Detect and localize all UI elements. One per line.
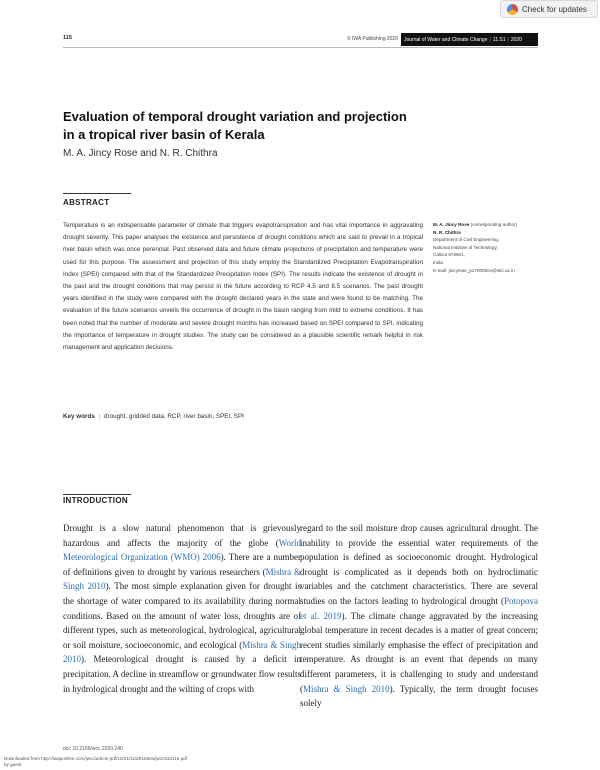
title-line-2: in a tropical river basin of Kerala <box>63 127 265 142</box>
citation-link[interactable]: World Meteorological Organization (WMO) 2006 <box>63 537 301 563</box>
citation-link[interactable]: Mishra & Singh 2010 <box>63 566 301 592</box>
publisher-line: © IWA Publishing 2020 <box>346 36 398 42</box>
crossmark-icon <box>507 4 518 15</box>
citation-link[interactable]: Mishra & Singh 2010 <box>303 683 390 694</box>
article-title <box>63 108 463 144</box>
introduction-left-column: Drought is a slow natural phenomenon that is grievously hazardous and affects the majority of the globe (World Meteorological Organization (WMO) 2006). There are a number of definitions given to drought by various researchers (Mishra & Singh 2010). The most simple explanation given for drought is the shortage of water compared to its availability during normal conditions. Based on the amount of water loss, droughts are of different types, such as meteorological, hydrological, agricultural or soil moisture, socioeconomic, and ecological (Mishra & Singh 2010). Meteorological drought is caused by a deficit in precipitation. A decline in streamflow or groundwater flow results in hydrological drought and the wilting of crops with <box>63 523 302 694</box>
abstract-text: Temperature is an indispensable parameter of climate that triggers evapotranspiration and has vital importance in aggravating drought severity. This paper analyses the existence and persistence of drought conditions which are said to prevail in a tropical river basin which was once perennial. Past observed data and future climate projections of precipitation and temperature were used for this purpose. The assessment and projection of this study employ the Standardized Precipitation Evapotranspiration Index (SPEI) compared with that of the Standardized Precipitation Index (SPI). The results indicate the existence of drought in the past and the drought conditions that may persist in the future according to RCP 4.5 and 8.5 scenarios. The past drought years identified in the study were compared with the drought declared years in the state and were found to be matching. The evaluation of the future scenarios unveils the occurrence of drought in the basin ranging from mild to extreme conditions. It has been noted that the number of moderate and severe drought months has increased based on SPEI compared to SPI, indicating the importance of temperature in drought studies. The study can be considered as a plausible scientific remark helpful in risk management and application decisions. <box>63 222 423 352</box>
introduction-divider <box>63 494 131 495</box>
keywords: Key words | drought, gridded data, RCP, river basin, SPEI, SPI <box>63 413 244 420</box>
author-affiliation: M. A. Jincy Rose (corresponding author) N. R. Chithra Department of Civil Engineering, National Institute of Technology, Calicut 673601, India E-mail: jincyrose_p170006ce@nitc.ac.in <box>433 221 553 274</box>
journal-volume: 11.S1 <box>492 36 506 43</box>
page-number: 115 <box>63 35 72 41</box>
running-header <box>63 33 538 47</box>
introduction-right-column: regard to the soil moisture drop causes agricultural drought. The inability to provide the essential water requirements of the population is defined as socioeconomic drought. Hydrological drought is complicated as it depends both on hydroclimatic variables and the catchment characteristics. There are several studies on the factors leading to hydrological drought (Potopova et al. 2019). The climate change aggravated by the increasing global temperature in recent decades is a matter of great concern; recent studies similarly emphasise the effect of precipitation and temperature. As drought is an event that depends on many different parameters, it is challenging to study and understand (Mishra & Singh 2010). Typically, the term drought focuses solely <box>300 523 538 709</box>
author-email[interactable]: E-mail: jincyrose_p170006ce@nitc.ac.in <box>433 267 515 273</box>
keywords-list: drought, gridded data, RCP, river basin, SPEI, SPI <box>104 413 244 420</box>
citation-link[interactable]: Potopova et al. 2019 <box>300 595 538 621</box>
journal-year: 2020 <box>510 36 522 43</box>
keywords-label: Key words <box>63 413 95 420</box>
check-for-updates-label: Check for updates <box>522 4 587 14</box>
doi[interactable]: doi: 10.2166/wcc.2020.240 <box>63 746 123 752</box>
introduction-heading: INTRODUCTION <box>63 496 128 505</box>
journal-name: Journal of Water and Climate Change <box>404 36 488 43</box>
header-divider <box>63 47 538 48</box>
citation-link[interactable]: Mishra & Singh 2010 <box>63 639 301 665</box>
title-line-1: Evaluation of temporal drought variation and projection <box>63 109 407 124</box>
check-for-updates-button[interactable] <box>500 0 598 18</box>
abstract-heading: ABSTRACT <box>63 198 110 207</box>
authors: M. A. Jincy Rose and N. R. Chithra <box>63 148 218 159</box>
abstract-divider <box>63 193 131 194</box>
journal-bar: Journal of Water and Climate Change | 11.S1 | 2020 <box>401 33 538 46</box>
download-notice: Downloaded from http://iwaponline.com/jwcc/article-pdf/11/S1/115/816604/jwc0110115.pdf by guest <box>4 756 188 767</box>
